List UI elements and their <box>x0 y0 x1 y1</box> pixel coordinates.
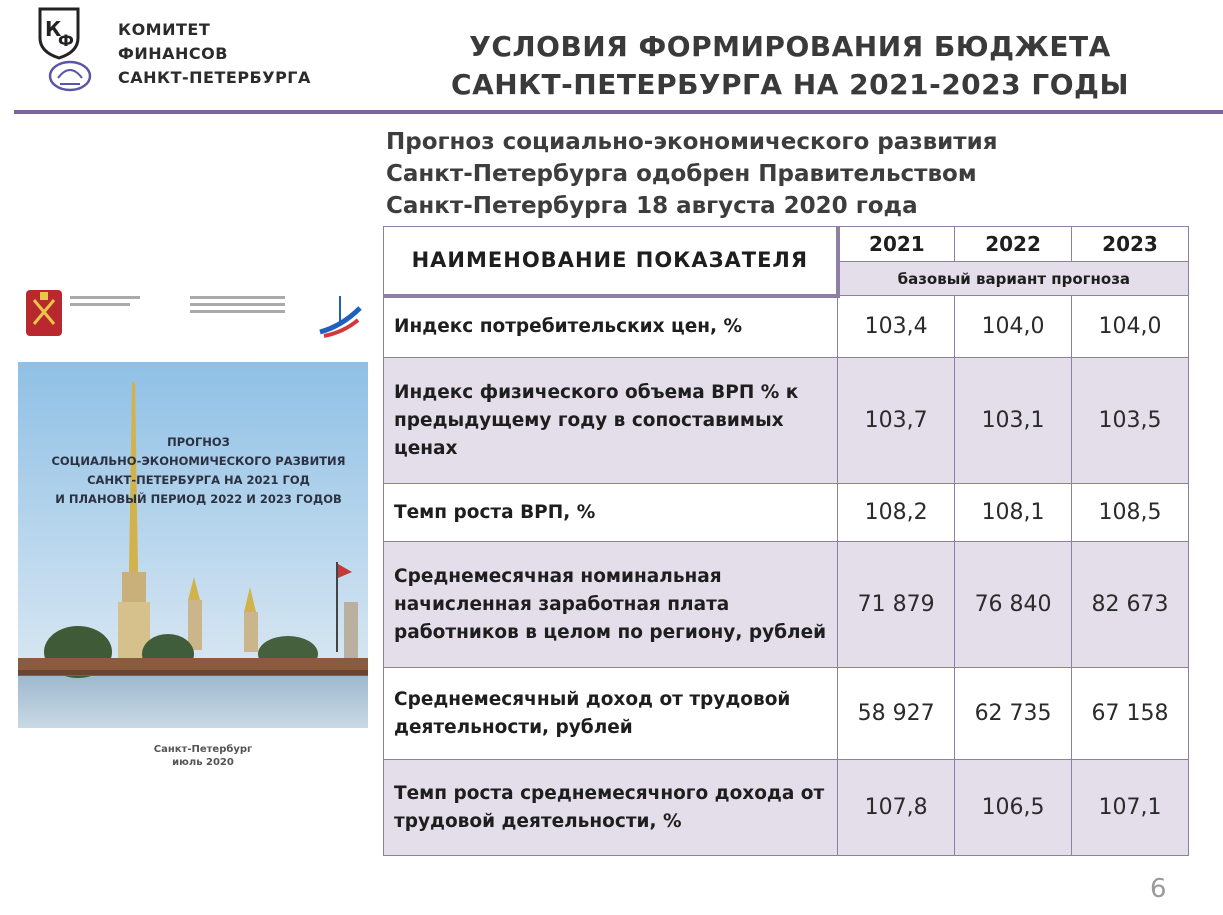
value-2023: 108,5 <box>1072 484 1189 542</box>
value-2021: 71 879 <box>838 542 955 668</box>
indicator-label: Индекс физического объема ВРП % к предыдущему году в сопоставимых ценах <box>384 358 838 484</box>
value-2022: 62 735 <box>955 668 1072 760</box>
indicator-label: Темп роста среднемесячного дохода от трудовой деятельности, % <box>384 760 838 856</box>
indicator-label: Среднемесячный доход от трудовой деятельности, рублей <box>384 668 838 760</box>
value-2023: 107,1 <box>1072 760 1189 856</box>
indicator-label: Индекс потребительских цен, % <box>384 296 838 358</box>
value-2021: 107,8 <box>838 760 955 856</box>
slide-title-line-2: САНКТ-ПЕТЕРБУРГА НА 2021-2023 ГОДЫ <box>451 68 1129 101</box>
logo-line-1: КОМИТЕТ <box>118 20 211 39</box>
cover-city: Санкт-Петербург <box>153 744 253 755</box>
indicator-label: Темп роста ВРП, % <box>384 484 838 542</box>
forecast-approval-note <box>386 126 1186 222</box>
rf-seal-icon <box>46 58 94 94</box>
value-2023: 103,5 <box>1072 358 1189 484</box>
subtitle-line-3: Санкт-Петербурга 18 августа 2020 года <box>386 193 918 219</box>
cover-title-line-4: И ПЛАНОВЫЙ ПЕРИОД 2022 И 2023 ГОДОВ <box>55 492 342 506</box>
value-2022: 104,0 <box>955 296 1072 358</box>
sail-logo-icon <box>320 296 360 336</box>
value-2022: 103,1 <box>955 358 1072 484</box>
svg-text:К: К <box>45 17 62 41</box>
forecast-indicators-table <box>383 226 1189 856</box>
cover-title <box>46 433 351 509</box>
table-row <box>384 296 1189 358</box>
committee-logo <box>30 6 330 96</box>
peter-and-paul-fortress-photo <box>18 362 368 728</box>
value-2022: 108,1 <box>955 484 1072 542</box>
kf-monogram-icon <box>34 6 84 60</box>
value-2021: 108,2 <box>838 484 955 542</box>
table-row <box>384 542 1189 668</box>
cover-title-line-1: ПРОГНОЗ <box>167 435 230 449</box>
value-2023: 82 673 <box>1072 542 1189 668</box>
title-divider <box>14 110 1223 114</box>
table-row <box>384 668 1189 760</box>
cover-title-line-2: СОЦИАЛЬНО-ЭКОНОМИЧЕСКОГО РАЗВИТИЯ <box>51 454 346 468</box>
cover-date: июль 2020 <box>172 757 234 768</box>
table-row <box>384 484 1189 542</box>
year-header-2023: 2023 <box>1072 227 1189 262</box>
slide-title <box>390 28 1190 104</box>
cover-logos <box>24 286 364 344</box>
indicator-name-header: НАИМЕНОВАНИЕ ПОКАЗАТЕЛЯ <box>384 227 838 296</box>
value-2023: 104,0 <box>1072 296 1189 358</box>
value-2021: 103,7 <box>838 358 955 484</box>
subtitle-line-1: Прогноз социально-экономического развития <box>386 129 998 155</box>
table-header-row <box>384 227 1189 262</box>
table-row <box>384 358 1189 484</box>
page-number: 6 <box>1150 874 1167 904</box>
indicator-label: Среднемесячная номинальная начисленная заработная плата работников в целом по региону, рублей <box>384 542 838 668</box>
value-2022: 106,5 <box>955 760 1072 856</box>
slide-title-line-1: УСЛОВИЯ ФОРМИРОВАНИЯ БЮДЖЕТА <box>469 30 1111 63</box>
value-2023: 67 158 <box>1072 668 1189 760</box>
value-2021: 103,4 <box>838 296 955 358</box>
value-2021: 58 927 <box>838 668 955 760</box>
year-header-2021: 2021 <box>838 227 955 262</box>
subtitle-line-2: Санкт-Петербурга одобрен Правительством <box>386 161 977 187</box>
table-row <box>384 760 1189 856</box>
svg-text:Ф: Ф <box>58 31 74 50</box>
spb-coat-of-arms-icon <box>26 290 62 336</box>
year-header-2022: 2022 <box>955 227 1072 262</box>
cover-footer <box>123 743 283 769</box>
forecast-document-cover <box>18 268 368 780</box>
logo-line-2: ФИНАНСОВ <box>118 44 228 63</box>
cover-title-line-3: САНКТ-ПЕТЕРБУРГА НА 2021 ГОД <box>87 473 310 487</box>
logo-line-3: САНКТ-ПЕТЕРБУРГА <box>118 68 311 87</box>
value-2022: 76 840 <box>955 542 1072 668</box>
forecast-variant-label: базовый вариант прогноза <box>838 262 1189 296</box>
